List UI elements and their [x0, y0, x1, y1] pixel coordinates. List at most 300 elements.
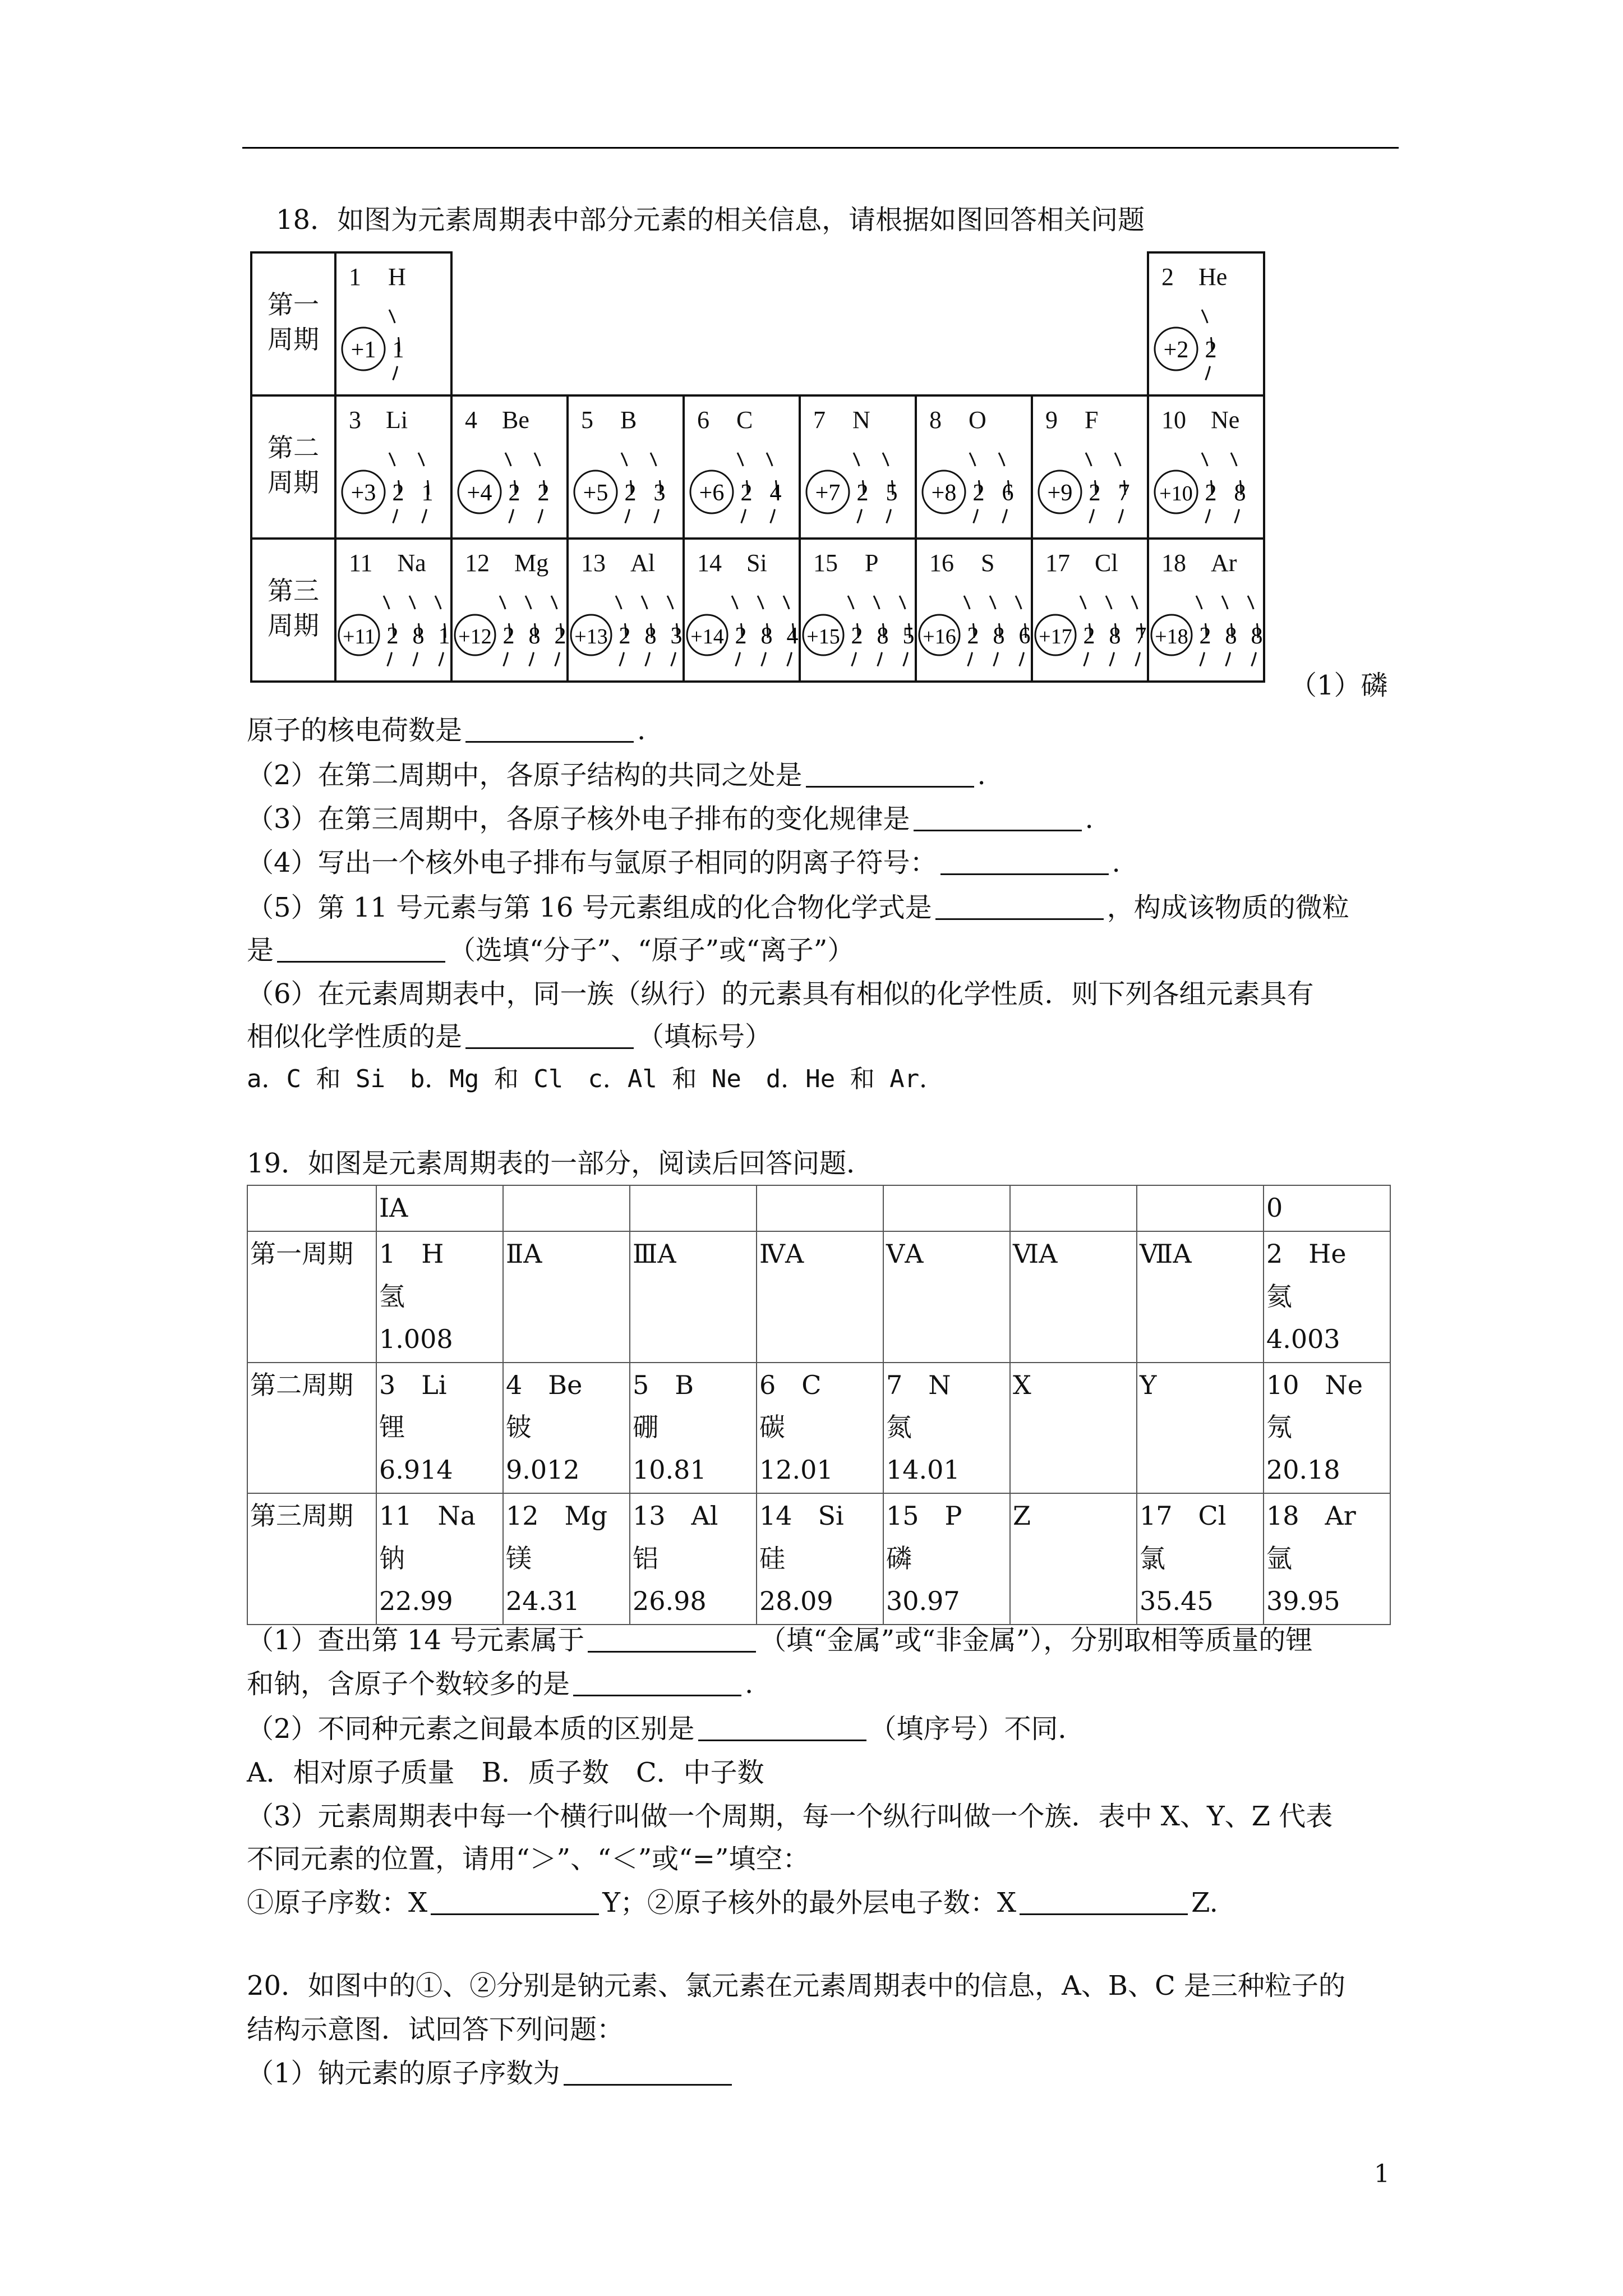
shell-electron-count: 2	[502, 623, 515, 649]
shell-electron-count: 2	[386, 623, 399, 649]
atomic-number: 5	[581, 406, 593, 434]
cell-line: ⅥA	[1013, 1238, 1058, 1269]
cell-line: 13 Al	[633, 1501, 718, 1531]
cell-line: 12.01	[759, 1455, 833, 1485]
shell-electron-count: 7	[1135, 623, 1147, 649]
answer-blank[interactable]	[465, 1025, 634, 1049]
q19-sub2-text-b: （填序号）不同．	[869, 1713, 1085, 1745]
shell-electron-count: 8	[993, 623, 1005, 649]
nucleus-charge: +13	[574, 625, 608, 648]
element-symbol: Na	[397, 549, 426, 577]
atom-structure-diagram	[1033, 397, 1149, 540]
atom-structure-diagram	[453, 540, 569, 683]
cell-line: 35.45	[1140, 1586, 1214, 1617]
shell-electron-count: 4	[786, 623, 799, 649]
table-cell	[1264, 1363, 1390, 1494]
element-cell	[335, 539, 451, 682]
table-cell	[883, 1363, 1010, 1494]
period-label-line: 周期	[268, 324, 319, 355]
cell-line: 氦	[1266, 1281, 1292, 1312]
cell-line: 氢	[379, 1281, 405, 1312]
shell-electron-count: 2	[1089, 480, 1101, 506]
q18-sub6: （6）在元素周期表中，同一族（纵行）的元素具有相似的化学性质．则下列各组元素具有	[247, 978, 1314, 1010]
q19-sub1-text-c: 和钠，含原子个数较多的是	[247, 1668, 570, 1700]
q19-sub1	[247, 1627, 1312, 1654]
period: .	[745, 1668, 754, 1700]
cell-line: 第一周期	[250, 1238, 353, 1269]
table-cell	[1264, 1231, 1390, 1363]
table-cell	[757, 1231, 883, 1363]
element-symbol: F	[1085, 406, 1099, 434]
atom-structure-diagram	[917, 397, 1033, 540]
table-cell	[1264, 1493, 1390, 1625]
table-cell	[503, 1493, 630, 1625]
atomic-number: 9	[1045, 406, 1058, 434]
atom-structure-diagram	[1149, 254, 1265, 397]
table-cell	[1264, 1185, 1390, 1231]
element-symbol: P	[865, 549, 879, 577]
element-symbol: Al	[630, 549, 655, 577]
table-cell	[883, 1231, 1010, 1363]
table-cell	[1137, 1185, 1264, 1231]
cell-line: 15 P	[886, 1501, 962, 1531]
element-symbol: H	[388, 263, 406, 291]
nucleus-charge: +11	[342, 625, 376, 648]
q18-sub1-text: 原子的核电荷数是	[247, 715, 463, 746]
cell-line: 22.99	[379, 1586, 453, 1617]
answer-blank[interactable]	[431, 1891, 599, 1915]
q19-sub2-text: （2）不同种元素之间最本质的区别是	[247, 1713, 695, 1745]
period: .	[1085, 803, 1094, 835]
cell-line: 镁	[506, 1543, 532, 1574]
row-label-cell	[247, 1185, 376, 1231]
element-cell	[568, 395, 684, 539]
element-symbol: He	[1198, 263, 1228, 291]
q18-options: a．C 和 Si b．Mg 和 Cl c．Al 和 Ne d．He 和 Ar．	[247, 1065, 944, 1093]
table-cell	[630, 1231, 757, 1363]
shell-electron-count: 8	[1234, 480, 1246, 506]
answer-blank[interactable]	[573, 1672, 741, 1696]
q18-sub5-text: （5）第 11 号元素与第 16 号元素组成的化合物化学式是	[247, 892, 932, 923]
cell-line: 6 C	[759, 1369, 822, 1400]
element-cell	[800, 395, 916, 539]
shell-electron-count: 8	[877, 623, 889, 649]
shell-electron-count: 5	[886, 480, 898, 506]
atom-structure-diagram	[569, 540, 685, 683]
shell-electron-count: 2	[972, 480, 985, 506]
table-cell	[1137, 1363, 1264, 1494]
atom-structure-diagram	[336, 540, 453, 683]
q19-sub3-text-2: Y；②原子核外的最外层电子数：X	[602, 1887, 1017, 1918]
table-cell	[376, 1185, 503, 1231]
element-cell	[800, 539, 916, 682]
cell-line: 39.95	[1266, 1586, 1340, 1617]
period: .	[1112, 847, 1121, 878]
q19-title: 19．如图是元素周期表的一部分，阅读后回答问题．	[247, 1148, 874, 1179]
cell-line: ⅠA	[379, 1193, 408, 1223]
answer-blank[interactable]	[914, 807, 1082, 831]
atomic-number: 8	[929, 406, 942, 434]
element-cell	[1148, 395, 1264, 539]
q18-sub3-text: （3）在第三周期中，各原子核外电子排布的变化规律是	[247, 803, 910, 835]
shell-electron-count: 2	[537, 480, 550, 506]
period-label	[251, 252, 335, 395]
period-label	[251, 395, 335, 539]
table-cell	[376, 1363, 503, 1494]
cell-line: 1 H	[379, 1238, 444, 1269]
period-label-line: 周期	[268, 467, 319, 498]
table-cell	[1137, 1493, 1264, 1625]
table-cell	[1010, 1493, 1137, 1625]
q18-sub6-text-c: （填标号）	[637, 1021, 772, 1052]
q18-sub4	[247, 849, 1121, 876]
shell-electron-count: 2	[508, 480, 520, 506]
nucleus-charge: +17	[1039, 625, 1072, 648]
cell-line: 26.98	[633, 1586, 707, 1617]
shell-electron-count: 5	[902, 623, 915, 649]
q20-line1: 20．如图中的①、②分别是钠元素、氯元素在元素周期表中的信息，A、B、C 是三种粒子的	[247, 1970, 1346, 2001]
cell-line: 10.81	[633, 1455, 707, 1485]
atom-structure-diagram	[1033, 540, 1149, 683]
nucleus-charge: +10	[1159, 482, 1193, 505]
shell-electron-count: 2	[967, 623, 979, 649]
element-cell	[916, 539, 1032, 682]
shell-electron-count: 2	[619, 623, 631, 649]
cell-line: 14 Si	[759, 1501, 844, 1531]
cell-line: ⅡA	[506, 1238, 542, 1269]
nucleus-charge: +12	[458, 625, 492, 648]
shell-electron-count: 3	[670, 623, 683, 649]
element-cell	[451, 539, 568, 682]
cell-line: 24.31	[506, 1586, 580, 1617]
atomic-number: 2	[1161, 263, 1174, 291]
q18-sub1-a: （1）磷	[1290, 670, 1388, 701]
cell-line: 硼	[633, 1412, 658, 1443]
q18-sub5-line2	[247, 937, 854, 964]
table-cell	[630, 1493, 757, 1625]
q19-sub2-options: A．相对原子质量 B．质子数 C．中子数	[247, 1757, 764, 1788]
cell-line: 铍	[506, 1412, 532, 1443]
cell-line: 6.914	[379, 1455, 453, 1485]
element-cell	[684, 395, 800, 539]
table-cell	[503, 1231, 630, 1363]
element-cell	[335, 395, 451, 539]
nucleus-charge: +8	[931, 480, 957, 506]
element-cell	[684, 539, 800, 682]
cell-line: 4 Be	[506, 1369, 583, 1400]
q18-sub5	[247, 894, 1349, 921]
q18-sub2	[247, 762, 986, 789]
nucleus-charge: +16	[923, 625, 956, 648]
atomic-number: 11	[349, 549, 373, 577]
shell-electron-count: 2	[856, 480, 869, 506]
period-label-line: 第一	[268, 289, 319, 320]
answer-blank[interactable]	[277, 938, 445, 963]
table-cell	[757, 1493, 883, 1625]
q18-sub4-text: （4）写出一个核外电子排布与氩原子相同的阴离子符号：	[247, 847, 937, 878]
element-symbol: Li	[386, 406, 408, 434]
q18-sub1	[247, 717, 645, 744]
atom-structure-diagram	[336, 254, 453, 397]
shell-electron-count: 1	[421, 480, 434, 506]
atom-structure-diagram	[685, 540, 801, 683]
q19-sub3-text-1: ①原子序数：X	[247, 1887, 428, 1918]
answer-blank[interactable]	[564, 2062, 732, 2086]
cell-line: 28.09	[759, 1586, 833, 1617]
cell-line: 氖	[1266, 1412, 1292, 1443]
q18-sub5-text-d: （选填“分子”、“原子”或“离子”）	[449, 935, 855, 966]
q19-sub1-text: （1）查出第 14 号元素属于	[247, 1625, 585, 1656]
answer-blank[interactable]	[806, 763, 974, 788]
cell-line: 14.01	[886, 1455, 960, 1485]
q19-sub2	[247, 1713, 1085, 1745]
shell-electron-count: 8	[644, 623, 657, 649]
cell-line: X	[1013, 1369, 1031, 1400]
period-label-line: 周期	[268, 610, 319, 641]
q19-sub3-line3	[247, 1889, 1218, 1916]
nucleus-charge: +4	[467, 480, 492, 506]
shell-electron-count: 2	[1205, 480, 1217, 506]
q18-sub3	[247, 803, 1094, 835]
element-cell	[1032, 395, 1148, 539]
nucleus-charge: +2	[1163, 337, 1189, 363]
element-symbol: Cl	[1095, 549, 1118, 577]
nucleus-charge: +6	[699, 480, 725, 506]
atomic-number: 16	[929, 549, 954, 577]
cell-line: 9.012	[506, 1455, 580, 1485]
shell-electron-count: 2	[554, 623, 566, 649]
atomic-number: 12	[465, 549, 490, 577]
element-symbol: Ne	[1211, 406, 1240, 434]
answer-blank[interactable]	[698, 1717, 866, 1741]
q18-sub2-text: （2）在第二周期中，各原子结构的共同之处是	[247, 760, 803, 791]
table-cell	[883, 1185, 1010, 1231]
answer-blank[interactable]	[940, 851, 1109, 875]
period-row	[251, 539, 1264, 682]
atomic-number: 3	[349, 406, 361, 434]
period-label-line: 第二	[268, 432, 319, 463]
cell-line: 锂	[379, 1412, 405, 1443]
header-rule	[242, 147, 1399, 149]
cell-line: 氯	[1140, 1543, 1165, 1574]
table-cell	[1010, 1231, 1137, 1363]
period: .	[977, 760, 986, 791]
table-cell	[757, 1363, 883, 1494]
row-label-cell	[247, 1363, 376, 1494]
q18-sub5-text-b: ，构成该物质的微粒	[1106, 892, 1349, 923]
cell-line: ⅣA	[759, 1238, 804, 1269]
nucleus-charge: +3	[351, 480, 376, 506]
table-row	[247, 1231, 1390, 1363]
element-symbol: Mg	[514, 549, 549, 577]
shell-electron-count: 6	[1002, 480, 1014, 506]
table-cell	[503, 1185, 630, 1231]
cell-line: ⅢA	[633, 1238, 676, 1269]
atom-structure-diagram	[453, 397, 569, 540]
atom-structure-diagram	[1149, 397, 1265, 540]
element-symbol: C	[736, 406, 753, 434]
table-cell	[757, 1185, 883, 1231]
shell-electron-count: 8	[1251, 623, 1263, 649]
answer-blank[interactable]	[1020, 1891, 1188, 1915]
shell-electron-count: 2	[1083, 623, 1095, 649]
shell-electron-count: 2	[1205, 337, 1217, 363]
shell-electron-count: 2	[851, 623, 863, 649]
table-cell	[376, 1493, 503, 1625]
atomic-number: 1	[349, 263, 361, 291]
q19-sub1-text-b: （填“金属”或“非金属”），分别取相等质量的锂	[759, 1625, 1313, 1656]
element-cell	[568, 539, 684, 682]
q20-sub1-text: （1）钠元素的原子序数为	[247, 2058, 560, 2089]
answer-blank[interactable]	[465, 719, 634, 743]
q18-sub5-text-c: 是	[247, 935, 274, 966]
cell-line: 碳	[759, 1412, 785, 1443]
element-cell	[916, 395, 1032, 539]
element-symbol: S	[981, 549, 995, 577]
cell-line: 0	[1266, 1193, 1283, 1223]
cell-line: 磷	[886, 1543, 912, 1574]
cell-line: ⅤA	[886, 1238, 924, 1269]
q19-periodic-table	[247, 1185, 1391, 1625]
nucleus-charge: +7	[815, 480, 841, 506]
shell-electron-count: 2	[1199, 623, 1211, 649]
period-row	[251, 395, 1264, 539]
empty-cell	[451, 252, 1148, 395]
cell-line: 第三周期	[250, 1501, 353, 1531]
cell-line: 11 Na	[379, 1501, 476, 1531]
table-cell	[1137, 1231, 1264, 1363]
shell-electron-count: 2	[740, 480, 753, 506]
table-header-row	[247, 1185, 1390, 1231]
element-symbol: Be	[502, 406, 529, 434]
cell-line: 钠	[379, 1543, 405, 1574]
shell-electron-count: 1	[392, 337, 404, 363]
period-label-line: 第三	[268, 576, 319, 606]
table-row	[247, 1493, 1390, 1625]
nucleus-charge: +15	[806, 625, 840, 648]
cell-line: 20.18	[1266, 1455, 1340, 1485]
q18-title: 18．如图为元素周期表中部分元素的相关信息，请根据如图回答相关问题	[276, 204, 1145, 236]
atom-structure-diagram	[801, 540, 917, 683]
cell-line: 铝	[633, 1543, 658, 1574]
nucleus-charge: +18	[1155, 625, 1188, 648]
cell-line: 硅	[759, 1543, 785, 1574]
q19-sub3: （3）元素周期表中每一个横行叫做一个周期，每一个纵行叫做一个族．表中 X、Y、Z 代表	[247, 1801, 1333, 1832]
q20-sub1	[247, 2060, 735, 2087]
element-cell	[1032, 539, 1148, 682]
shell-electron-count: 6	[1018, 623, 1031, 649]
atom-structure-diagram	[1149, 540, 1265, 683]
table-cell	[630, 1363, 757, 1494]
shell-electron-count: 2	[735, 623, 747, 649]
cell-line: 2 He	[1266, 1238, 1347, 1269]
atom-structure-diagram	[801, 397, 917, 540]
cell-line: 4.003	[1266, 1323, 1340, 1354]
atomic-number: 18	[1161, 549, 1186, 577]
shell-electron-count: 2	[392, 480, 404, 506]
cell-line: 10 Ne	[1266, 1369, 1363, 1400]
q19-sub1-line2	[247, 1668, 754, 1700]
answer-blank[interactable]	[935, 896, 1104, 920]
cell-line: ⅦA	[1140, 1238, 1192, 1269]
period: .	[637, 715, 646, 746]
cell-line: Z	[1013, 1501, 1031, 1531]
atomic-number: 15	[813, 549, 838, 577]
shell-electron-count: 8	[1225, 623, 1237, 649]
shell-electron-count: 7	[1118, 480, 1130, 506]
cell-line: 3 Li	[379, 1369, 447, 1400]
atomic-number: 7	[813, 406, 826, 434]
answer-blank[interactable]	[588, 1628, 756, 1653]
element-cell	[1148, 539, 1264, 682]
atomic-number: 13	[581, 549, 606, 577]
row-label-cell	[247, 1493, 376, 1625]
shell-electron-count: 8	[760, 623, 773, 649]
shell-electron-count: 2	[624, 480, 637, 506]
atomic-number: 6	[697, 406, 709, 434]
cell-line: 7 N	[886, 1369, 951, 1400]
cell-line: 17 Cl	[1140, 1501, 1227, 1531]
page-number: 1	[1374, 2160, 1390, 2188]
nucleus-charge: +1	[351, 337, 376, 363]
nucleus-charge: +9	[1047, 480, 1073, 506]
atomic-number: 17	[1045, 549, 1070, 577]
shell-electron-count: 3	[653, 480, 666, 506]
cell-line: 氮	[886, 1412, 912, 1443]
atom-structure-diagram	[917, 540, 1033, 683]
shell-electron-count: 8	[412, 623, 425, 649]
cell-line: 30.97	[886, 1586, 960, 1617]
shell-electron-count: 4	[769, 480, 782, 506]
element-symbol: Ar	[1211, 549, 1237, 577]
atom-structure-diagram	[685, 397, 801, 540]
cell-line: 18 Ar	[1266, 1501, 1356, 1531]
q18-periodic-table	[250, 251, 1265, 683]
atomic-number: 10	[1161, 406, 1186, 434]
period-label	[251, 539, 335, 682]
cell-line: 5 B	[633, 1369, 694, 1400]
cell-line: 氩	[1266, 1543, 1292, 1574]
atomic-number: 14	[697, 549, 722, 577]
cell-line: Y	[1140, 1369, 1157, 1400]
table-cell	[376, 1231, 503, 1363]
table-cell	[883, 1493, 1010, 1625]
element-symbol: B	[620, 406, 637, 434]
element-symbol: N	[852, 406, 870, 434]
element-symbol: O	[969, 406, 986, 434]
shell-electron-count: 8	[1109, 623, 1121, 649]
element-cell	[335, 252, 451, 395]
q20-line2: 结构示意图．试回答下列问题：	[247, 2014, 624, 2045]
shell-electron-count: 8	[528, 623, 541, 649]
nucleus-charge: +14	[690, 625, 724, 648]
table-cell	[630, 1185, 757, 1231]
row-label-cell	[247, 1231, 376, 1363]
atomic-number: 4	[465, 406, 477, 434]
table-cell	[1010, 1185, 1137, 1231]
atom-structure-diagram	[336, 397, 453, 540]
q18-sub6-line2	[247, 1023, 772, 1050]
cell-line: 1.008	[379, 1323, 453, 1354]
q19-sub3-text-3: Z.	[1191, 1887, 1218, 1918]
q18-sub6-text-b: 相似化学性质的是	[247, 1021, 463, 1052]
q19-sub3-line2: 不同元素的位置，请用“＞”、“＜”或“=”填空：	[247, 1843, 810, 1875]
cell-line: 第二周期	[250, 1369, 353, 1400]
shell-electron-count: 1	[438, 623, 450, 649]
period-row	[251, 252, 1264, 395]
table-row	[247, 1363, 1390, 1494]
element-cell	[451, 395, 568, 539]
